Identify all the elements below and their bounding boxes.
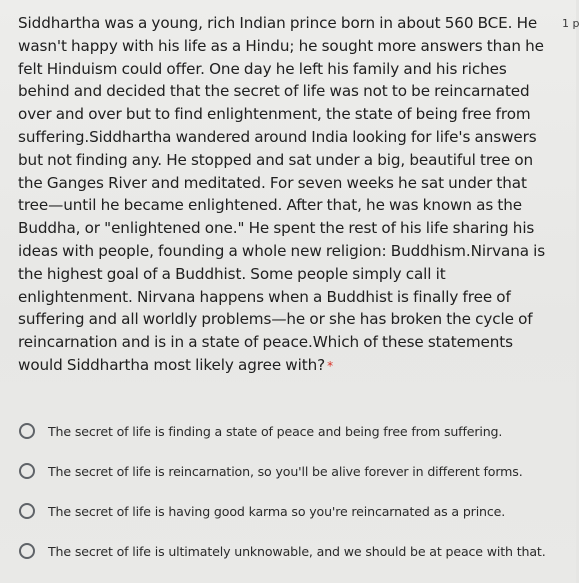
points-label: 1 p	[562, 17, 579, 30]
option-label: The secret of life is having good karma so you're reincarnated as a prince.	[48, 503, 506, 519]
option-2[interactable]	[18, 451, 568, 491]
required-marker: *	[327, 358, 333, 373]
answer-options	[18, 411, 568, 571]
option-4[interactable]	[18, 531, 568, 571]
radio-unchecked-icon[interactable]	[19, 463, 35, 479]
question-title	[18, 12, 548, 378]
radio-unchecked-icon[interactable]	[19, 543, 35, 559]
option-label: The secret of life is ultimately unknowable, and we should be at peace with that.	[48, 543, 546, 559]
option-label: The secret of life is reincarnation, so you'll be alive forever in different forms.	[48, 463, 523, 479]
radio-unchecked-icon[interactable]	[19, 423, 35, 439]
option-label: The secret of life is finding a state of peace and being free from suffering.	[48, 423, 503, 439]
radio-unchecked-icon[interactable]	[19, 503, 35, 519]
option-3[interactable]	[18, 491, 568, 531]
option-1[interactable]	[18, 411, 568, 451]
question-text: Siddhartha was a young, rich Indian prince born in about 560 BCE. He wasn't happy with his life as a Hindu; he sought more answers than he felt Hinduism could offer. One day he left his family and his riches behind and decided that the secret of life was not to be reincarnated over and over but to find enlightenment, the state of being free from suffering.Siddhartha wandered around India looking for life's answers but not finding any. He stopped and sat under a big, beautiful tree on the Ganges River and meditated. For seven weeks he sat under that tree—until he became enlightened. After that, he was known as the Buddha, or "enlightened one." He spent the rest of his life sharing his ideas with people, founding a whole new religion: Buddhism.Nirvana is the highest goal of a Buddhist. Some people simply call it enlightenment. Nirvana happens when a Buddhist is finally free of suffering and all worldly problems—he or she has broken the cycle of reincarnation and is in a state of peace.Which of these statements would Siddhartha most likely agree with?	[18, 14, 546, 374]
